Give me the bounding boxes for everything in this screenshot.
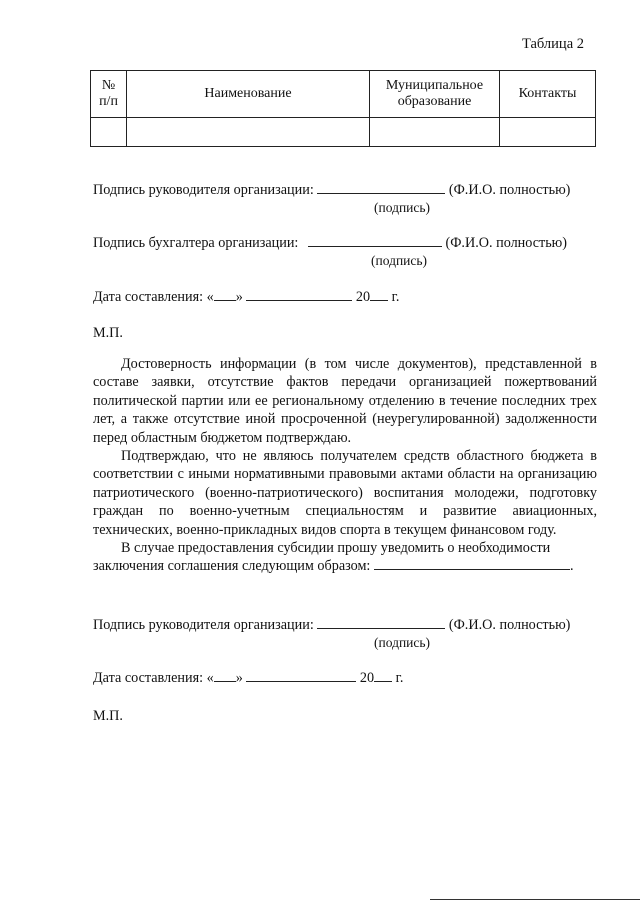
signature-head-line-1 — [93, 181, 570, 199]
declaration-text — [93, 355, 597, 576]
year-prefix: 20 — [359, 670, 375, 686]
signature-head-label: Подпись руководителя организации: — [93, 182, 314, 198]
day-blank[interactable] — [214, 288, 236, 301]
year-prefix: 20 — [355, 289, 371, 305]
signature-name-hint: (Ф.И.О. полностью) — [448, 617, 571, 633]
signature-accountant-line — [93, 234, 567, 252]
signature-sub-label: (подпись) — [374, 635, 431, 650]
notification-end: . — [569, 558, 574, 575]
header-contacts: Контакты — [500, 71, 596, 118]
signature-head-label: Подпись руководителя организации: — [93, 617, 314, 633]
bottom-divider — [430, 899, 640, 900]
signature-accountant-label: Подпись бухгалтера организации: — [93, 235, 299, 251]
header-number-symbol: № — [101, 78, 116, 93]
table-cell — [91, 118, 127, 147]
paragraph-confirmation: Подтверждаю, что не являюсь получателем средств областного бюджета в соответствии с иными нормативными правовыми актами области на организацию патриотического (военно-патриотического) воспитания молодежи, подготовку граждан по военно-учетным специальностям и развитие авиационных, технических, военно-прикладных видов спорта в текущем финансовом году. — [93, 448, 597, 538]
year-suffix: г. — [395, 670, 404, 686]
table-cell — [127, 118, 370, 147]
signature-head-line-2 — [93, 616, 570, 634]
month-blank[interactable] — [246, 288, 352, 301]
stamp-mark-2: М.П. — [93, 708, 123, 724]
signature-blank[interactable] — [317, 181, 445, 194]
table-row — [91, 118, 596, 147]
date-label: Дата составления: « — [93, 670, 214, 686]
table-header-row — [91, 71, 596, 118]
month-blank[interactable] — [246, 669, 356, 682]
date-quote: » — [235, 670, 243, 686]
header-municipality — [370, 71, 500, 118]
header-number — [91, 71, 127, 118]
signature-sub-label: (подпись) — [374, 200, 431, 215]
notification-text: В случае предоставления субсидии прошу уведомить о необходимости заключения соглашения следующим образом: — [93, 540, 551, 575]
contacts-table — [90, 70, 596, 147]
table-caption: Таблица 2 — [521, 36, 584, 52]
day-blank[interactable] — [214, 669, 236, 682]
date-label: Дата составления: « — [93, 289, 214, 305]
notification-blank[interactable] — [374, 557, 570, 570]
header-municipality-line1: Муниципальное — [385, 78, 484, 93]
paragraph-notification — [93, 539, 597, 576]
signature-blank[interactable] — [317, 616, 445, 629]
date-quote: » — [235, 289, 243, 305]
paragraph-reliability: Достоверность информации (в том числе документов), представленной в составе заявки, отсутствие фактов передачи организацией пожертвований политической партии или ее региональному отделению в течение последних трех лет, а также отсутствие иной просроченной (неурегулированной) задолженности перед областным бюджетом подтверждаю. — [93, 356, 597, 446]
signature-name-hint: (Ф.И.О. полностью) — [448, 182, 571, 198]
table-cell — [500, 118, 596, 147]
date-line-1 — [93, 288, 399, 306]
table-cell — [370, 118, 500, 147]
year-blank[interactable] — [370, 288, 388, 301]
year-suffix: г. — [391, 289, 400, 305]
header-name: Наименование — [127, 71, 370, 118]
date-line-2 — [93, 669, 403, 687]
header-municipality-line2: образование — [397, 94, 472, 109]
signature-blank[interactable] — [308, 234, 442, 247]
signature-name-hint: (Ф.И.О. полностью) — [445, 235, 568, 251]
header-number-abbr: п/п — [99, 94, 118, 109]
year-blank[interactable] — [374, 669, 392, 682]
signature-sub-label: (подпись) — [371, 253, 428, 268]
stamp-mark-1: М.П. — [93, 325, 123, 341]
